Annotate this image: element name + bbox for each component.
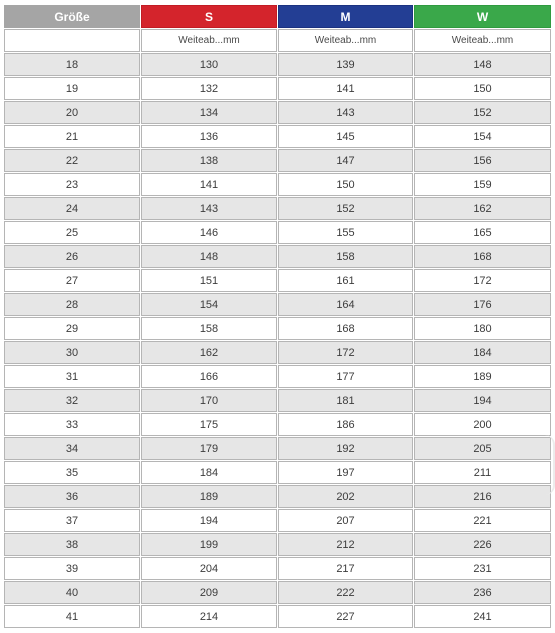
table-cell-s: 136	[141, 125, 277, 148]
table-row	[4, 245, 551, 268]
units-cell-w: Weiteab...mm	[414, 29, 551, 52]
table-cell-w: 226	[414, 533, 551, 556]
table-cell-size: 34	[4, 437, 140, 460]
table-cell-w: 156	[414, 149, 551, 172]
table-row	[4, 53, 551, 76]
size-table-container	[3, 4, 552, 629]
table-cell-m: 139	[278, 53, 413, 76]
table-cell-m: 168	[278, 317, 413, 340]
table-cell-w: 189	[414, 365, 551, 388]
table-cell-s: 141	[141, 173, 277, 196]
table-cell-s: 134	[141, 101, 277, 124]
size-table	[3, 4, 552, 629]
table-cell-w: 168	[414, 245, 551, 268]
table-cell-size: 31	[4, 365, 140, 388]
table-cell-w: 152	[414, 101, 551, 124]
table-cell-w: 211	[414, 461, 551, 484]
table-row	[4, 197, 551, 220]
table-row	[4, 509, 551, 532]
table-row	[4, 605, 551, 628]
table-cell-m: 217	[278, 557, 413, 580]
table-cell-m: 164	[278, 293, 413, 316]
table-row	[4, 461, 551, 484]
table-cell-size: 27	[4, 269, 140, 292]
table-cell-size: 25	[4, 221, 140, 244]
table-cell-w: 194	[414, 389, 551, 412]
table-cell-w: 231	[414, 557, 551, 580]
units-cell-size	[4, 29, 140, 52]
table-cell-w: 159	[414, 173, 551, 196]
table-cell-m: 197	[278, 461, 413, 484]
table-cell-m: 155	[278, 221, 413, 244]
table-cell-s: 179	[141, 437, 277, 460]
table-cell-s: 130	[141, 53, 277, 76]
table-cell-m: 143	[278, 101, 413, 124]
table-row	[4, 557, 551, 580]
table-cell-m: 202	[278, 485, 413, 508]
table-cell-m: 222	[278, 581, 413, 604]
header-s: S	[141, 5, 277, 28]
table-row	[4, 365, 551, 388]
table-cell-m: 161	[278, 269, 413, 292]
table-cell-s: 184	[141, 461, 277, 484]
table-cell-w: 205	[414, 437, 551, 460]
table-row	[4, 413, 551, 436]
header-m: M	[278, 5, 413, 28]
table-cell-w: 200	[414, 413, 551, 436]
table-row	[4, 101, 551, 124]
table-cell-size: 38	[4, 533, 140, 556]
table-row	[4, 437, 551, 460]
table-cell-size: 24	[4, 197, 140, 220]
table-cell-size: 41	[4, 605, 140, 628]
table-cell-size: 28	[4, 293, 140, 316]
table-cell-s: 175	[141, 413, 277, 436]
table-cell-s: 143	[141, 197, 277, 220]
header-size: Größe	[4, 5, 140, 28]
table-cell-m: 207	[278, 509, 413, 532]
units-cell-s: Weiteab...mm	[141, 29, 277, 52]
table-cell-m: 141	[278, 77, 413, 100]
table-cell-size: 30	[4, 341, 140, 364]
table-cell-s: 151	[141, 269, 277, 292]
table-cell-size: 33	[4, 413, 140, 436]
table-cell-size: 23	[4, 173, 140, 196]
table-cell-s: 166	[141, 365, 277, 388]
table-cell-size: 19	[4, 77, 140, 100]
table-cell-s: 189	[141, 485, 277, 508]
table-row	[4, 221, 551, 244]
table-cell-m: 147	[278, 149, 413, 172]
table-row	[4, 269, 551, 292]
decorative-edge-mark	[545, 435, 555, 495]
table-cell-size: 29	[4, 317, 140, 340]
table-row	[4, 293, 551, 316]
table-cell-w: 165	[414, 221, 551, 244]
table-cell-m: 227	[278, 605, 413, 628]
table-cell-size: 22	[4, 149, 140, 172]
table-cell-m: 150	[278, 173, 413, 196]
table-cell-m: 172	[278, 341, 413, 364]
table-cell-s: 162	[141, 341, 277, 364]
table-cell-s: 146	[141, 221, 277, 244]
table-cell-m: 181	[278, 389, 413, 412]
table-row	[4, 581, 551, 604]
units-cell-m: Weiteab...mm	[278, 29, 413, 52]
table-cell-w: 221	[414, 509, 551, 532]
table-cell-s: 158	[141, 317, 277, 340]
table-row	[4, 533, 551, 556]
table-cell-s: 214	[141, 605, 277, 628]
table-cell-m: 186	[278, 413, 413, 436]
table-cell-w: 154	[414, 125, 551, 148]
table-cell-s: 204	[141, 557, 277, 580]
table-cell-m: 145	[278, 125, 413, 148]
table-cell-size: 36	[4, 485, 140, 508]
header-row	[4, 5, 551, 28]
table-row	[4, 389, 551, 412]
header-w: W	[414, 5, 551, 28]
table-row	[4, 317, 551, 340]
table-cell-size: 20	[4, 101, 140, 124]
table-cell-m: 212	[278, 533, 413, 556]
table-cell-s: 132	[141, 77, 277, 100]
table-cell-w: 148	[414, 53, 551, 76]
table-cell-size: 26	[4, 245, 140, 268]
table-cell-w: 150	[414, 77, 551, 100]
table-cell-w: 184	[414, 341, 551, 364]
table-cell-w: 172	[414, 269, 551, 292]
table-cell-size: 40	[4, 581, 140, 604]
table-cell-w: 236	[414, 581, 551, 604]
table-cell-s: 194	[141, 509, 277, 532]
table-cell-m: 158	[278, 245, 413, 268]
table-cell-w: 162	[414, 197, 551, 220]
table-cell-m: 192	[278, 437, 413, 460]
table-row	[4, 341, 551, 364]
table-cell-s: 154	[141, 293, 277, 316]
table-cell-s: 138	[141, 149, 277, 172]
table-cell-w: 180	[414, 317, 551, 340]
table-cell-w: 176	[414, 293, 551, 316]
table-cell-size: 32	[4, 389, 140, 412]
table-cell-m: 152	[278, 197, 413, 220]
units-row	[4, 29, 551, 52]
table-cell-s: 209	[141, 581, 277, 604]
table-row	[4, 149, 551, 172]
table-cell-s: 170	[141, 389, 277, 412]
table-row	[4, 485, 551, 508]
table-cell-w: 241	[414, 605, 551, 628]
table-cell-size: 35	[4, 461, 140, 484]
table-cell-s: 148	[141, 245, 277, 268]
table-cell-size: 18	[4, 53, 140, 76]
table-row	[4, 77, 551, 100]
table-row	[4, 125, 551, 148]
table-row	[4, 173, 551, 196]
table-cell-size: 21	[4, 125, 140, 148]
table-cell-s: 199	[141, 533, 277, 556]
table-cell-m: 177	[278, 365, 413, 388]
table-cell-size: 37	[4, 509, 140, 532]
table-cell-w: 216	[414, 485, 551, 508]
table-cell-size: 39	[4, 557, 140, 580]
